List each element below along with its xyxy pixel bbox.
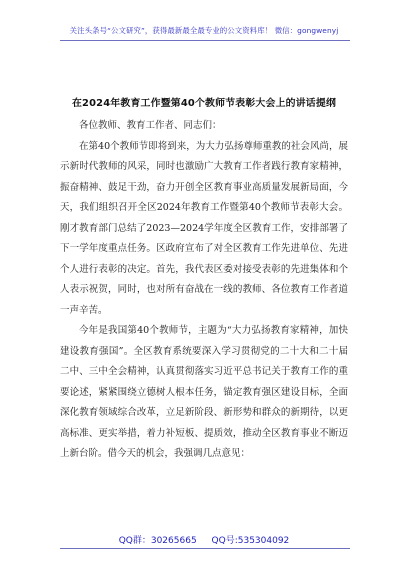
document-title: 在2024年教育工作暨第40个教师节表彰大会上的讲话提纲 bbox=[71, 98, 337, 109]
body-paragraph-1: 在第40个教师节即将到来，为大力弘扬尊师重教的社会风尚，展示新时代教师的风采，同时也激励广大教育工作者践行教育家精神，振奋精神、鼓足干劲，奋力开创全区教育事业高质量发展新局面，今天，我们组织召开全区2024年教育工作暨第40个教师节表彰大会。刚才教育部门总结了2023—2024学年度全区教育工作，安排部署了下一学年度重点任务。区政府宣布了对全区教育工作先进单位、先进个人进行表彰的决定。首先，我代表区委对接受表彰的先进集体和个人表示祝贺，同时，也对所有奋战在一线的教师、各位教育工作者道一声辛苦。 bbox=[60, 140, 348, 316]
footer-divider bbox=[60, 548, 350, 549]
salutation: 各位教师、教育工作者、同志们： bbox=[79, 120, 222, 131]
header-promo-note: 关注头条号“公文研究”，获得最新最全最专业的公文资料库！ 微信：gongwenyj bbox=[69, 26, 339, 35]
footer-qq-number: QQ号:535304092 bbox=[211, 536, 290, 546]
body-paragraph-2: 今年是我国第40个教师节，主题为“大力弘扬教育家精神，加快建设教育强国”。全区教育系统要深入学习贯彻党的二十大和二十届二中、三中全会精神，认真贯彻落实习近平总书记关于教育工作的重要论述，紧紧围绕立德树人根本任务，锚定教育强区建设目标，全面深化教育领域综合改革，立足新阶段、新形势和群众的新期待，以更高标准、更实举措，着力补短板、提质效，推动全区教育事业不断迈上新台阶。借今天的机会，我强调几点意见： bbox=[60, 325, 348, 459]
footer-qq-group: QQ群：30265665 bbox=[118, 536, 197, 546]
footer-contact bbox=[0, 533, 408, 546]
header-divider bbox=[60, 40, 350, 41]
document-body bbox=[60, 116, 348, 465]
